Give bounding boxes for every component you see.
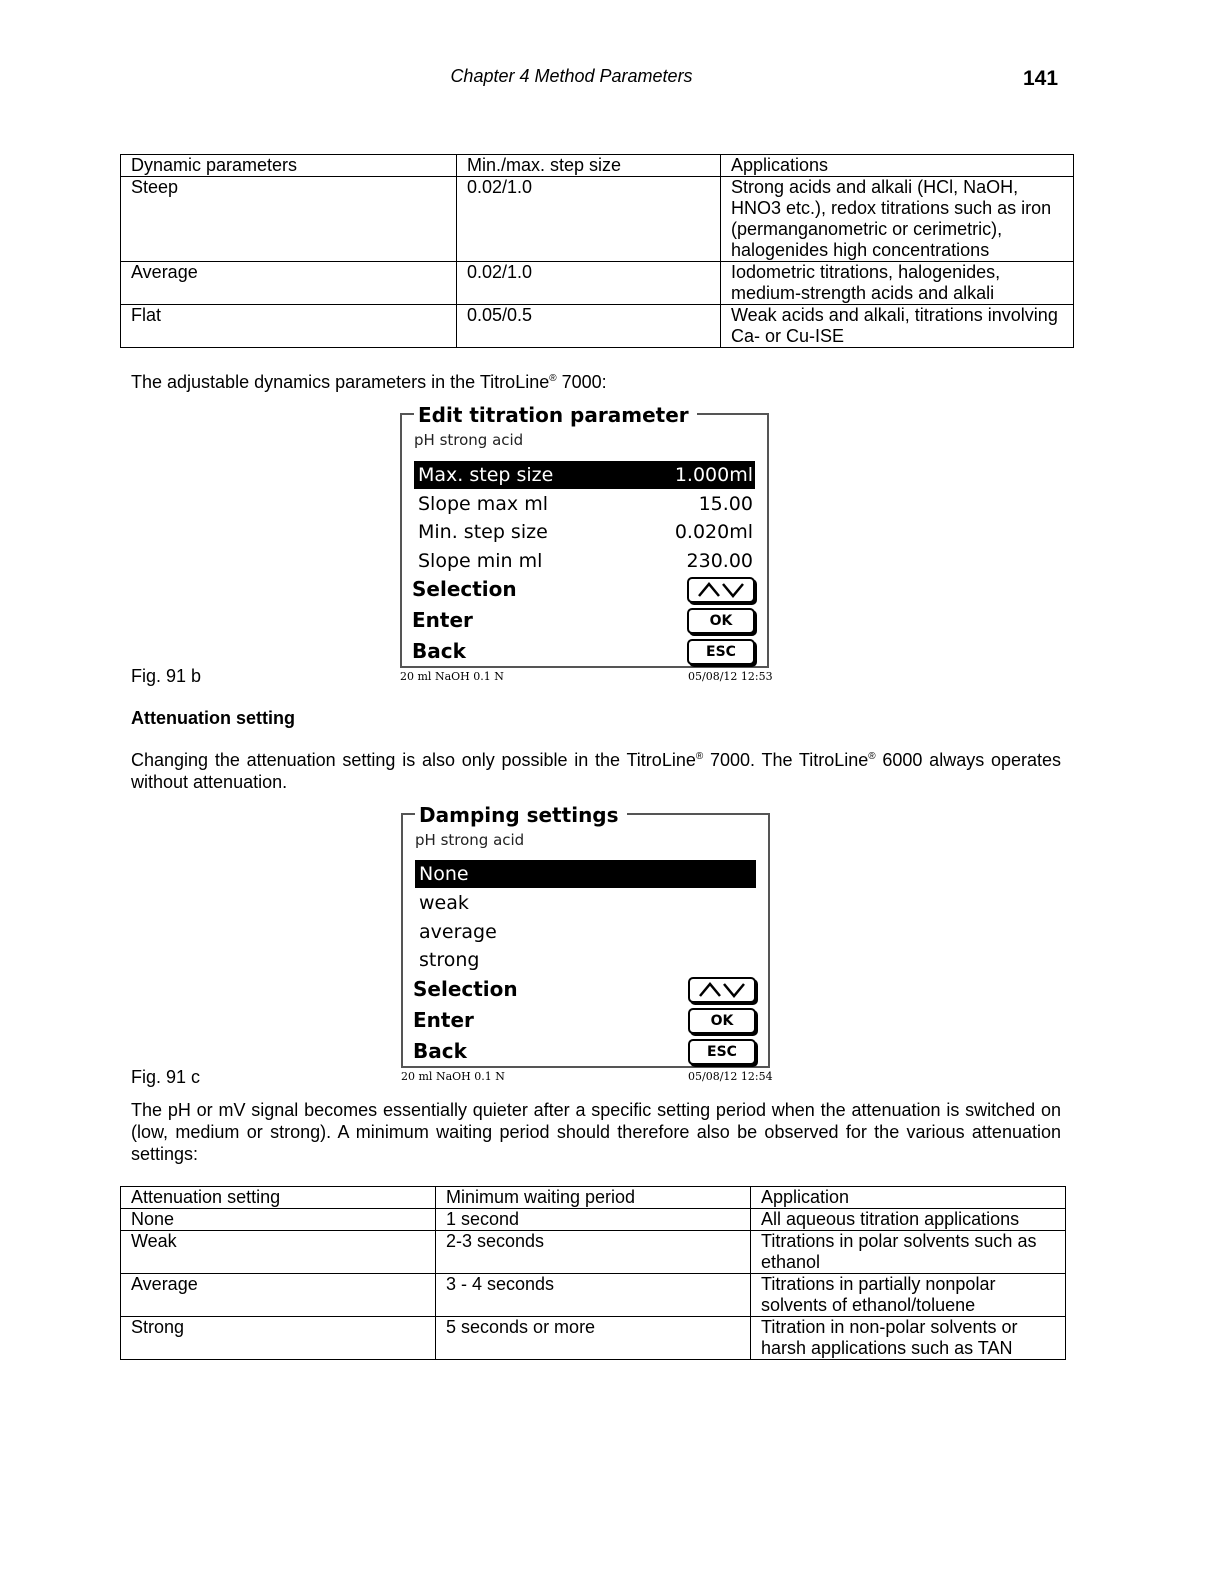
screen-footer-reagent: 20 ml NaOH 0.1 N [401, 1070, 505, 1083]
registered-mark: ® [549, 373, 557, 384]
table-cell: Titrations in polar solvents such as ethanol [751, 1231, 1066, 1274]
attenuation-table [120, 1186, 1066, 1360]
table-cell: 0.05/0.5 [457, 305, 721, 348]
param-label: Slope max ml [418, 493, 548, 515]
table-row [121, 305, 1074, 348]
table-cell: 5 seconds or more [436, 1317, 751, 1360]
table-cell: Iodometric titrations, halogenides, medium-strength acids and alkali [721, 262, 1074, 305]
option-label: strong [419, 949, 480, 971]
table-row [121, 1209, 1066, 1231]
up-down-arrow-key[interactable] [688, 977, 756, 1003]
table-header-cell: Application [751, 1187, 1066, 1209]
param-row-slope-min[interactable] [414, 547, 755, 575]
enter-row [412, 606, 755, 634]
table-cell: Weak acids and alkali, titrations involving Ca- or Cu-ISE [721, 305, 1074, 348]
table-header-row [121, 1187, 1066, 1209]
attenuation-text: Changing the attenuation setting is also only possible in the TitroLine [131, 750, 696, 770]
selection-row [413, 975, 756, 1003]
selection-row [412, 575, 755, 603]
table-header-cell: Minimum waiting period [436, 1187, 751, 1209]
table-cell: Strong [121, 1317, 436, 1360]
damping-settings-screen [401, 803, 770, 1068]
table-header-row [121, 155, 1074, 177]
esc-key[interactable]: ESC [687, 639, 755, 665]
up-down-arrow-icon [696, 582, 746, 598]
registered-mark: ® [695, 751, 704, 762]
table-header-cell: Min./max. step size [457, 155, 721, 177]
figure-caption: Fig. 91 c [131, 1067, 201, 1087]
intro-text-end: 7000: [556, 372, 607, 392]
table-cell: Weak [121, 1231, 436, 1274]
enter-label: Enter [412, 608, 473, 632]
ok-key[interactable]: OK [687, 608, 755, 634]
param-label: Max. step size [418, 464, 554, 486]
table-cell: 1 second [436, 1209, 751, 1231]
attenuation-text: 7000. The TitroLine [703, 750, 869, 770]
back-row [412, 637, 755, 665]
table-cell: Strong acids and alkali (HCl, NaOH, HNO3 etc.), redox titrations such as iron (permanganometric or cerimetric), halogenides high concentrations [721, 177, 1074, 262]
signal-paragraph: The pH or mV signal becomes essentially quieter after a specific setting period when the attenuation is switched on (low, medium or strong). A minimum waiting period should therefore also be observed for the various attenuation settings: [131, 1100, 1061, 1164]
selection-label: Selection [412, 577, 517, 601]
esc-key[interactable]: ESC [688, 1039, 756, 1065]
damping-option-strong[interactable] [415, 946, 756, 974]
param-value: 1.000ml [674, 464, 753, 486]
up-down-arrow-key[interactable] [687, 577, 755, 603]
damping-option-weak[interactable] [415, 889, 756, 917]
table-cell: Titration in non-polar solvents or harsh applications such as TAN [751, 1317, 1066, 1360]
param-value: 15.00 [698, 493, 753, 515]
screen-footer-datetime: 05/08/12 12:54 [688, 1070, 773, 1083]
table-row [121, 262, 1074, 305]
back-row [413, 1037, 756, 1065]
table-cell: 0.02/1.0 [457, 262, 721, 305]
table-row [121, 1231, 1066, 1274]
table-row [121, 1274, 1066, 1317]
table-cell: 0.02/1.0 [457, 177, 721, 262]
param-row-min-step-size[interactable] [414, 518, 755, 546]
param-value: 0.020ml [674, 521, 753, 543]
table-cell: Average [121, 262, 457, 305]
table-cell: Average [121, 1274, 436, 1317]
intro-paragraph [131, 371, 607, 393]
damping-option-none[interactable] [415, 860, 756, 888]
table-cell: Steep [121, 177, 457, 262]
figure-caption: Fig. 91 b [131, 666, 202, 686]
damping-option-average[interactable] [415, 918, 756, 946]
dynamics-table [120, 154, 1074, 348]
param-value: 230.00 [686, 550, 753, 572]
chapter-title: Chapter 4 Method Parameters [450, 66, 693, 86]
screen-subtitle: pH strong acid [414, 431, 524, 449]
screen-footer-reagent: 20 ml NaOH 0.1 N [400, 670, 504, 683]
table-cell: All aqueous titration applications [751, 1209, 1066, 1231]
table-row [121, 1317, 1066, 1360]
table-header-cell: Dynamic parameters [121, 155, 457, 177]
table-cell: Titrations in partially nonpolar solvents of ethanol/toluene [751, 1274, 1066, 1317]
page-number: 141 [1023, 67, 1059, 90]
screen-title: Edit titration parameter [414, 403, 697, 427]
param-row-max-step-size[interactable] [414, 461, 755, 489]
up-down-arrow-icon [697, 982, 747, 998]
back-label: Back [412, 639, 466, 663]
table-header-cell: Attenuation setting [121, 1187, 436, 1209]
table-cell: 3 - 4 seconds [436, 1274, 751, 1317]
option-label: average [419, 921, 497, 943]
registered-mark: ® [868, 751, 876, 762]
selection-label: Selection [413, 977, 518, 1001]
table-cell: 2-3 seconds [436, 1231, 751, 1274]
intro-text: The adjustable dynamics parameters in the TitroLine [131, 372, 550, 392]
option-label: weak [419, 892, 469, 914]
titration-parameter-screen [400, 403, 769, 668]
table-header-cell: Applications [721, 155, 1074, 177]
param-label: Slope min ml [418, 550, 543, 572]
param-label: Min. step size [418, 521, 548, 543]
enter-label: Enter [413, 1008, 474, 1032]
table-row [121, 177, 1074, 262]
attenuation-text: 6000 always operates without attenuation. [131, 750, 1062, 792]
ok-key[interactable]: OK [688, 1008, 756, 1034]
table-cell: Flat [121, 305, 457, 348]
option-label: None [419, 863, 469, 885]
attenuation-paragraph [131, 749, 1061, 793]
param-row-slope-max[interactable] [414, 490, 755, 518]
screen-title: Damping settings [415, 803, 627, 827]
table-cell: None [121, 1209, 436, 1231]
screen-footer-datetime: 05/08/12 12:53 [688, 670, 773, 683]
screen-subtitle: pH strong acid [415, 831, 525, 849]
enter-row [413, 1006, 756, 1034]
back-label: Back [413, 1039, 467, 1063]
section-heading: Attenuation setting [131, 708, 295, 728]
